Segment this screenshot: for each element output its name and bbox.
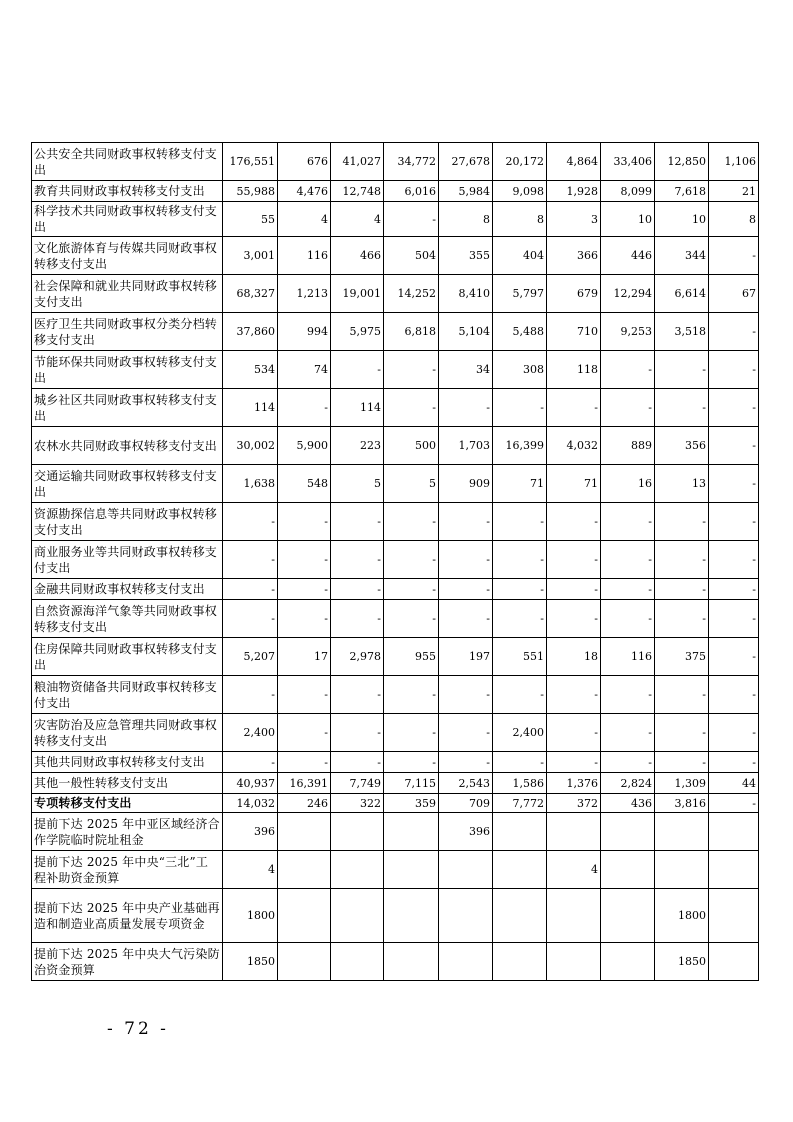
value-cell: - xyxy=(709,794,759,813)
value-cell: - xyxy=(278,600,331,638)
value-cell: - xyxy=(547,503,601,541)
value-cell: - xyxy=(331,351,384,389)
value-cell: - xyxy=(331,714,384,752)
value-cell: 5 xyxy=(384,465,439,503)
table-row xyxy=(32,889,759,943)
value-cell xyxy=(331,943,384,981)
row-label: 医疗卫生共同财政事权分类分档转移支付支出 xyxy=(32,313,223,351)
value-cell xyxy=(331,889,384,943)
value-cell: 709 xyxy=(439,794,493,813)
value-cell: - xyxy=(601,676,655,714)
value-cell: 4 xyxy=(223,851,278,889)
value-cell: - xyxy=(384,503,439,541)
value-cell: 74 xyxy=(278,351,331,389)
table-row xyxy=(32,351,759,389)
value-cell: - xyxy=(709,714,759,752)
row-label: 文化旅游体育与传媒共同财政事权转移支付支出 xyxy=(32,237,223,275)
value-cell: 1,213 xyxy=(278,275,331,313)
value-cell: 55,988 xyxy=(223,181,278,202)
value-cell: 116 xyxy=(601,638,655,676)
value-cell: 246 xyxy=(278,794,331,813)
value-cell: - xyxy=(655,389,709,427)
value-cell xyxy=(601,851,655,889)
value-cell: 994 xyxy=(278,313,331,351)
value-cell: 372 xyxy=(547,794,601,813)
value-cell: 1,309 xyxy=(655,773,709,794)
row-label: 科学技术共同财政事权转移支付支出 xyxy=(32,202,223,237)
value-cell: 4,476 xyxy=(278,181,331,202)
value-cell: - xyxy=(655,351,709,389)
value-cell: - xyxy=(223,541,278,579)
value-cell: 1,586 xyxy=(493,773,547,794)
value-cell: 67 xyxy=(709,275,759,313)
table-row xyxy=(32,181,759,202)
value-cell xyxy=(278,889,331,943)
value-cell: 4 xyxy=(278,202,331,237)
value-cell: 396 xyxy=(439,813,493,851)
value-cell: 955 xyxy=(384,638,439,676)
value-cell: 2,400 xyxy=(223,714,278,752)
value-cell: - xyxy=(384,752,439,773)
value-cell: - xyxy=(439,389,493,427)
value-cell xyxy=(547,813,601,851)
value-cell: - xyxy=(331,676,384,714)
value-cell: 2,978 xyxy=(331,638,384,676)
value-cell: 4,032 xyxy=(547,427,601,465)
row-label: 其他共同财政事权转移支付支出 xyxy=(32,752,223,773)
value-cell xyxy=(547,943,601,981)
value-cell xyxy=(709,943,759,981)
value-cell: - xyxy=(601,579,655,600)
value-cell: 2,543 xyxy=(439,773,493,794)
table-row xyxy=(32,813,759,851)
row-label: 交通运输共同财政事权转移支付支出 xyxy=(32,465,223,503)
row-label: 提前下达 2025 年中亚区域经济合作学院临时院址租金 xyxy=(32,813,223,851)
value-cell: 679 xyxy=(547,275,601,313)
value-cell: 7,772 xyxy=(493,794,547,813)
value-cell: - xyxy=(601,503,655,541)
value-cell: 359 xyxy=(384,794,439,813)
value-cell: - xyxy=(439,579,493,600)
value-cell: 676 xyxy=(278,143,331,181)
row-label: 资源勘探信息等共同财政事权转移支付支出 xyxy=(32,503,223,541)
value-cell: 20,172 xyxy=(493,143,547,181)
value-cell: 504 xyxy=(384,237,439,275)
value-cell: 176,551 xyxy=(223,143,278,181)
value-cell: - xyxy=(384,600,439,638)
value-cell: 3,001 xyxy=(223,237,278,275)
value-cell: - xyxy=(493,541,547,579)
value-cell: 21 xyxy=(709,181,759,202)
value-cell: - xyxy=(709,503,759,541)
value-cell: 16,399 xyxy=(493,427,547,465)
value-cell: - xyxy=(384,541,439,579)
value-cell: 118 xyxy=(547,351,601,389)
value-cell: 466 xyxy=(331,237,384,275)
value-cell xyxy=(493,851,547,889)
value-cell: 344 xyxy=(655,237,709,275)
value-cell: 3,518 xyxy=(655,313,709,351)
value-cell: - xyxy=(439,503,493,541)
value-cell: - xyxy=(601,541,655,579)
value-cell: - xyxy=(384,202,439,237)
row-label: 自然资源海洋气象等共同财政事权转移支付支出 xyxy=(32,600,223,638)
value-cell: - xyxy=(709,600,759,638)
value-cell: - xyxy=(655,579,709,600)
value-cell: 534 xyxy=(223,351,278,389)
value-cell: 2,400 xyxy=(493,714,547,752)
value-cell: 3 xyxy=(547,202,601,237)
table-row xyxy=(32,541,759,579)
value-cell: - xyxy=(384,579,439,600)
table-row xyxy=(32,773,759,794)
value-cell: 4 xyxy=(331,202,384,237)
value-cell: 40,937 xyxy=(223,773,278,794)
table-row xyxy=(32,714,759,752)
value-cell: 1850 xyxy=(223,943,278,981)
row-label: 其他一般性转移支付支出 xyxy=(32,773,223,794)
row-label: 提前下达 2025 年中央产业基础再造和制造业高质量发展专项资金 xyxy=(32,889,223,943)
value-cell: 322 xyxy=(331,794,384,813)
value-cell: 17 xyxy=(278,638,331,676)
value-cell: 12,850 xyxy=(655,143,709,181)
value-cell: 396 xyxy=(223,813,278,851)
value-cell: 6,614 xyxy=(655,275,709,313)
value-cell: - xyxy=(547,579,601,600)
value-cell: - xyxy=(384,676,439,714)
row-label: 教育共同财政事权转移支付支出 xyxy=(32,181,223,202)
value-cell: - xyxy=(655,600,709,638)
value-cell: - xyxy=(709,676,759,714)
table-row xyxy=(32,427,759,465)
row-label: 提前下达 2025 年中央大气污染防治资金预算 xyxy=(32,943,223,981)
value-cell xyxy=(439,889,493,943)
value-cell: - xyxy=(655,714,709,752)
value-cell: 7,618 xyxy=(655,181,709,202)
table-row xyxy=(32,275,759,313)
value-cell xyxy=(384,813,439,851)
value-cell: 14,252 xyxy=(384,275,439,313)
value-cell: 14,032 xyxy=(223,794,278,813)
value-cell: 4,864 xyxy=(547,143,601,181)
value-cell xyxy=(601,889,655,943)
value-cell: - xyxy=(493,503,547,541)
value-cell: - xyxy=(601,351,655,389)
value-cell xyxy=(547,889,601,943)
value-cell: 6,818 xyxy=(384,313,439,351)
value-cell: - xyxy=(223,503,278,541)
value-cell: 909 xyxy=(439,465,493,503)
row-label: 住房保障共同财政事权转移支付支出 xyxy=(32,638,223,676)
value-cell: 34,772 xyxy=(384,143,439,181)
value-cell: 500 xyxy=(384,427,439,465)
value-cell: 116 xyxy=(278,237,331,275)
value-cell: 114 xyxy=(223,389,278,427)
value-cell: - xyxy=(439,600,493,638)
value-cell: 1,638 xyxy=(223,465,278,503)
value-cell: 19,001 xyxy=(331,275,384,313)
value-cell: - xyxy=(655,503,709,541)
value-cell: 4 xyxy=(547,851,601,889)
value-cell: - xyxy=(384,351,439,389)
table-row xyxy=(32,943,759,981)
budget-table xyxy=(31,142,759,981)
value-cell: 1850 xyxy=(655,943,709,981)
value-cell: - xyxy=(278,503,331,541)
page-number: - 72 - xyxy=(107,1019,169,1039)
value-cell: - xyxy=(278,676,331,714)
value-cell: - xyxy=(547,676,601,714)
value-cell: 12,748 xyxy=(331,181,384,202)
value-cell: 5,984 xyxy=(439,181,493,202)
value-cell: - xyxy=(223,600,278,638)
value-cell: - xyxy=(278,389,331,427)
row-label: 社会保障和就业共同财政事权转移支付支出 xyxy=(32,275,223,313)
value-cell: 34 xyxy=(439,351,493,389)
table-row xyxy=(32,202,759,237)
value-cell: - xyxy=(278,541,331,579)
value-cell: 446 xyxy=(601,237,655,275)
table-row xyxy=(32,313,759,351)
value-cell: - xyxy=(709,638,759,676)
value-cell xyxy=(709,813,759,851)
value-cell: 355 xyxy=(439,237,493,275)
value-cell: 5,104 xyxy=(439,313,493,351)
value-cell: - xyxy=(331,752,384,773)
value-cell: 7,749 xyxy=(331,773,384,794)
value-cell: 1800 xyxy=(223,889,278,943)
value-cell: 551 xyxy=(493,638,547,676)
value-cell: 12,294 xyxy=(601,275,655,313)
value-cell: - xyxy=(547,600,601,638)
value-cell: - xyxy=(547,752,601,773)
value-cell xyxy=(278,813,331,851)
value-cell: 5,900 xyxy=(278,427,331,465)
value-cell: - xyxy=(709,389,759,427)
value-cell: 889 xyxy=(601,427,655,465)
table-row xyxy=(32,851,759,889)
value-cell xyxy=(493,889,547,943)
value-cell: - xyxy=(709,541,759,579)
value-cell: 10 xyxy=(601,202,655,237)
value-cell: 710 xyxy=(547,313,601,351)
table-row xyxy=(32,503,759,541)
value-cell: 3,816 xyxy=(655,794,709,813)
value-cell: 16,391 xyxy=(278,773,331,794)
value-cell xyxy=(384,943,439,981)
value-cell: - xyxy=(493,676,547,714)
value-cell: 5,488 xyxy=(493,313,547,351)
value-cell: 404 xyxy=(493,237,547,275)
value-cell: - xyxy=(278,752,331,773)
value-cell: 33,406 xyxy=(601,143,655,181)
value-cell: - xyxy=(547,714,601,752)
row-label: 粮油物资储备共同财政事权转移支付支出 xyxy=(32,676,223,714)
row-label: 灾害防治及应急管理共同财政事权转移支付支出 xyxy=(32,714,223,752)
value-cell: 71 xyxy=(493,465,547,503)
table-row xyxy=(32,465,759,503)
value-cell: - xyxy=(601,600,655,638)
value-cell: 5,975 xyxy=(331,313,384,351)
value-cell xyxy=(278,943,331,981)
value-cell: 197 xyxy=(439,638,493,676)
row-label: 公共安全共同财政事权转移支付支出 xyxy=(32,143,223,181)
value-cell: 375 xyxy=(655,638,709,676)
table-row xyxy=(32,752,759,773)
value-cell: 71 xyxy=(547,465,601,503)
value-cell: 2,824 xyxy=(601,773,655,794)
value-cell: - xyxy=(601,389,655,427)
value-cell: - xyxy=(278,579,331,600)
value-cell: - xyxy=(223,676,278,714)
value-cell: - xyxy=(331,503,384,541)
value-cell: 44 xyxy=(709,773,759,794)
table-row xyxy=(32,143,759,181)
value-cell: 6,016 xyxy=(384,181,439,202)
value-cell: 366 xyxy=(547,237,601,275)
table-row xyxy=(32,389,759,427)
value-cell: 1,928 xyxy=(547,181,601,202)
value-cell: 7,115 xyxy=(384,773,439,794)
value-cell xyxy=(709,889,759,943)
value-cell: - xyxy=(384,389,439,427)
value-cell xyxy=(384,889,439,943)
value-cell: 10 xyxy=(655,202,709,237)
value-cell xyxy=(278,851,331,889)
value-cell xyxy=(655,851,709,889)
table-body xyxy=(32,143,759,981)
value-cell: - xyxy=(439,541,493,579)
value-cell: - xyxy=(493,579,547,600)
value-cell xyxy=(601,813,655,851)
value-cell: 8 xyxy=(709,202,759,237)
value-cell: - xyxy=(655,752,709,773)
value-cell: 8 xyxy=(493,202,547,237)
value-cell: - xyxy=(439,752,493,773)
value-cell: - xyxy=(493,752,547,773)
value-cell xyxy=(331,851,384,889)
value-cell: 68,327 xyxy=(223,275,278,313)
value-cell xyxy=(331,813,384,851)
value-cell xyxy=(384,851,439,889)
value-cell xyxy=(709,851,759,889)
value-cell: 8 xyxy=(439,202,493,237)
value-cell: 5,797 xyxy=(493,275,547,313)
row-label: 商业服务业等共同财政事权转移支付支出 xyxy=(32,541,223,579)
value-cell: 9,098 xyxy=(493,181,547,202)
value-cell: 5 xyxy=(331,465,384,503)
value-cell: 8,410 xyxy=(439,275,493,313)
value-cell: 16 xyxy=(601,465,655,503)
value-cell: - xyxy=(439,676,493,714)
value-cell: - xyxy=(493,389,547,427)
value-cell: - xyxy=(331,579,384,600)
value-cell xyxy=(655,813,709,851)
value-cell: 356 xyxy=(655,427,709,465)
table-row xyxy=(32,794,759,813)
row-label: 提前下达 2025 年中央“三北”工程补助资金预算 xyxy=(32,851,223,889)
row-label: 金融共同财政事权转移支付支出 xyxy=(32,579,223,600)
value-cell xyxy=(493,943,547,981)
value-cell: 114 xyxy=(331,389,384,427)
value-cell: - xyxy=(655,541,709,579)
value-cell xyxy=(601,943,655,981)
table-row xyxy=(32,237,759,275)
value-cell: 223 xyxy=(331,427,384,465)
row-label: 农林水共同财政事权转移支付支出 xyxy=(32,427,223,465)
value-cell: - xyxy=(709,427,759,465)
value-cell: - xyxy=(493,600,547,638)
value-cell: - xyxy=(439,714,493,752)
value-cell: - xyxy=(709,752,759,773)
value-cell: - xyxy=(547,541,601,579)
value-cell xyxy=(439,851,493,889)
row-label: 专项转移支付支出 xyxy=(32,794,223,813)
value-cell: 1800 xyxy=(655,889,709,943)
value-cell: 1,703 xyxy=(439,427,493,465)
row-label: 节能环保共同财政事权转移支付支出 xyxy=(32,351,223,389)
value-cell: - xyxy=(709,237,759,275)
value-cell: 436 xyxy=(601,794,655,813)
value-cell: 41,027 xyxy=(331,143,384,181)
value-cell: 13 xyxy=(655,465,709,503)
table-row xyxy=(32,676,759,714)
value-cell xyxy=(493,813,547,851)
value-cell: - xyxy=(223,752,278,773)
table-row xyxy=(32,638,759,676)
value-cell: - xyxy=(709,351,759,389)
table-row xyxy=(32,579,759,600)
table-row xyxy=(32,600,759,638)
value-cell: - xyxy=(278,714,331,752)
value-cell: - xyxy=(384,714,439,752)
value-cell: 1,106 xyxy=(709,143,759,181)
value-cell: 1,376 xyxy=(547,773,601,794)
value-cell: - xyxy=(601,752,655,773)
value-cell: 30,002 xyxy=(223,427,278,465)
value-cell: - xyxy=(655,676,709,714)
value-cell: 55 xyxy=(223,202,278,237)
value-cell: 8,099 xyxy=(601,181,655,202)
value-cell: - xyxy=(331,600,384,638)
value-cell: 5,207 xyxy=(223,638,278,676)
value-cell xyxy=(439,943,493,981)
value-cell: 9,253 xyxy=(601,313,655,351)
value-cell: - xyxy=(601,714,655,752)
value-cell: - xyxy=(223,579,278,600)
value-cell: 308 xyxy=(493,351,547,389)
value-cell: - xyxy=(709,313,759,351)
value-cell: - xyxy=(547,389,601,427)
value-cell: 37,860 xyxy=(223,313,278,351)
value-cell: 18 xyxy=(547,638,601,676)
value-cell: - xyxy=(709,579,759,600)
value-cell: 27,678 xyxy=(439,143,493,181)
value-cell: - xyxy=(709,465,759,503)
value-cell: - xyxy=(331,541,384,579)
value-cell: 548 xyxy=(278,465,331,503)
row-label: 城乡社区共同财政事权转移支付支出 xyxy=(32,389,223,427)
